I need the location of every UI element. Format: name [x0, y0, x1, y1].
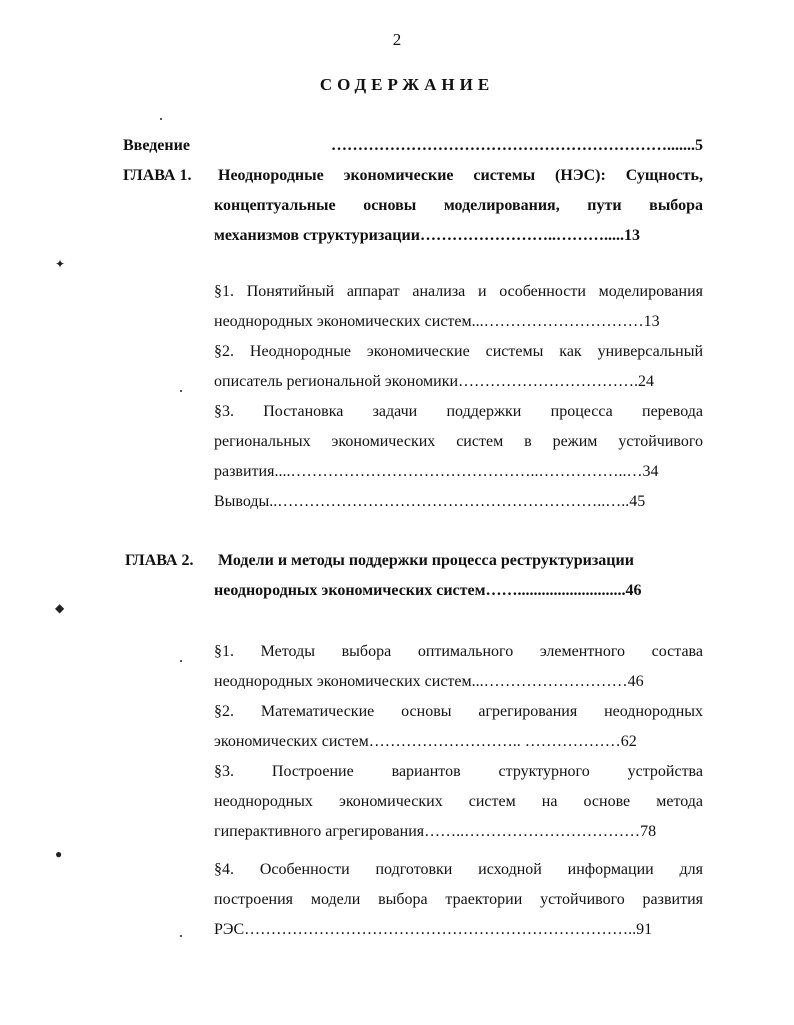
ch1-section3-line3: развития....………………………………………..……………..…34 [214, 463, 659, 480]
chapter1-title-line1: Неоднородные экономические системы (НЭС): Сущность, [218, 167, 703, 184]
chapter1-title-line2: концептуальные основы моделирования, пути выбора [214, 197, 703, 214]
scan-dot [180, 935, 182, 937]
ch1-section1-line1: §1. Понятийный аппарат анализа и особенности моделирования [214, 283, 703, 300]
ch2-section2-line2: экономических систем……………………….. ………………62 [214, 733, 637, 750]
ch1-section1-line2: неоднородных экономических систем...…………………………13 [214, 313, 660, 330]
ch1-section3-line1: §3. Постановка задачи поддержки процесса перевода [214, 403, 703, 420]
chapter1-title-line3: механизмов структуризации……………………..……….....13 [214, 227, 640, 244]
ch1-section2-line1: §2. Неоднородные экономические системы как универсальный [214, 343, 703, 360]
ch2-section1-line2: неоднородных экономических систем...………………………46 [214, 673, 644, 690]
ch2-section1-line1: §1. Методы выбора оптимального элементного состава [214, 643, 703, 660]
chapter2-title-line2: неоднородных экономических систем……...........................46 [214, 582, 642, 599]
ch2-section3-line2-text: неоднородных экономических систем на основе метода [214, 793, 703, 810]
ch2-section4-line3: РЭС………………………………………………………………..91 [214, 921, 653, 938]
ch2-section3-line3: гиперактивного агрегирования……..……………………………78 [214, 823, 657, 840]
ch1-conclusions: Выводы..……………………………………………………..…..45 [214, 493, 646, 510]
ch2-section4-line2: построения модели выбора траектории устойчивого развития [214, 891, 703, 908]
scan-mark: ✦ [55, 257, 66, 271]
intro-label: Введение [123, 137, 190, 154]
scan-dot [180, 660, 182, 662]
ch1-section3-line2: региональных экономических систем в режим устойчивого [214, 433, 703, 450]
page-title: СОДЕРЖАНИЕ [319, 75, 495, 94]
scan-dot [180, 390, 182, 392]
scan-mark: ◆ [55, 601, 65, 615]
chapter2-label: ГЛАВА 2. [125, 552, 194, 569]
chapter2-title-line1: Модели и методы поддержки процесса реструктуризации [218, 552, 634, 569]
ch2-section2-line1: §2. Математические основы агрегирования неоднородных [214, 703, 703, 720]
ch2-section3-line2 [214, 792, 703, 812]
scan-mark: ● [55, 847, 63, 861]
scan-dot [160, 118, 162, 120]
intro-leader: ……………………………………………………….......5 [331, 137, 703, 154]
chapter1-label: ГЛАВА 1. [123, 167, 192, 184]
ch2-section3-line1: §3. Построение вариантов структурного устройства [214, 763, 703, 780]
ch2-section4-line1: §4. Особенности подготовки исходной информации для [214, 861, 703, 878]
ch1-section2-line2: описатель региональной экономики…………………………….24 [214, 373, 655, 390]
page-number: 2 [392, 30, 402, 49]
